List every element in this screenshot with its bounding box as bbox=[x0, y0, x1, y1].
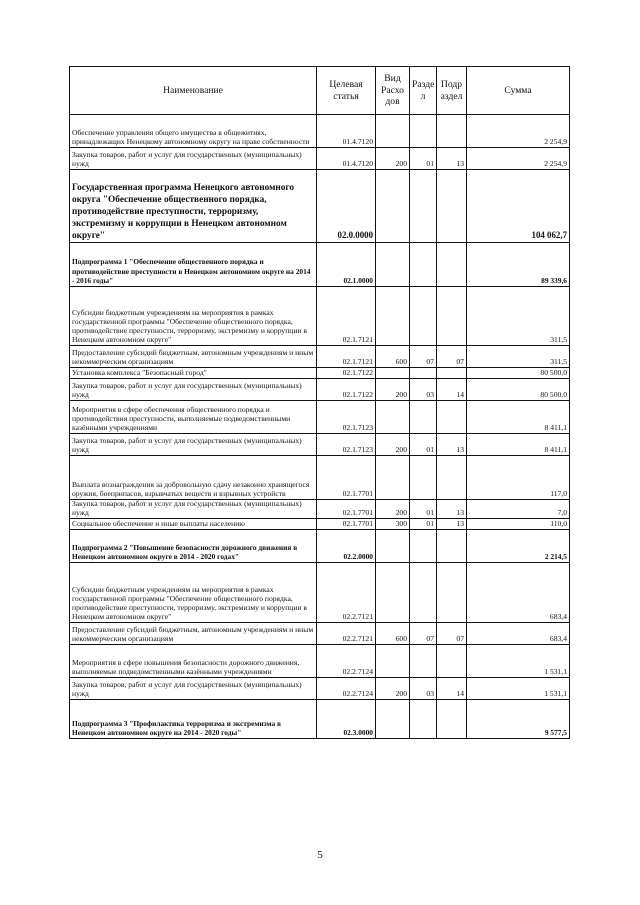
header-sum: Сумма bbox=[467, 67, 570, 115]
cell-name: Социальное обеспечение и иные выплаты населению bbox=[70, 518, 317, 529]
cell-section bbox=[410, 401, 437, 434]
cell-section: 01 bbox=[410, 434, 437, 456]
cell-section bbox=[410, 368, 437, 379]
cell-subsection: 13 bbox=[437, 500, 467, 519]
cell-sum: 104 062,7 bbox=[467, 170, 570, 243]
cell-section: 07 bbox=[410, 622, 437, 644]
cell-expense-type: 200 bbox=[376, 677, 410, 699]
cell-target-article: 02.3.0000 bbox=[317, 699, 376, 738]
cell-target-article: 01.4.7120 bbox=[317, 115, 376, 148]
cell-section bbox=[410, 170, 437, 243]
cell-sum: 89 339,6 bbox=[467, 243, 570, 287]
header-name: Наименование bbox=[70, 67, 317, 115]
cell-sum: 683,4 bbox=[467, 562, 570, 622]
header-expense-type: Вид Расхо дов bbox=[376, 67, 410, 115]
cell-subsection bbox=[437, 456, 467, 500]
cell-target-article: 02.2.7124 bbox=[317, 677, 376, 699]
cell-name: Субсидии бюджетным учреждениям на мероприятия в рамках государственной программы "Обеспечение общественного порядка, противодействие преступности, терроризму, экстремизму и коррупции в Ненецком автономном округе" bbox=[70, 287, 317, 346]
cell-section bbox=[410, 529, 437, 562]
cell-expense-type bbox=[376, 529, 410, 562]
cell-name: Установка комплекса "Безопасный город" bbox=[70, 368, 317, 379]
budget-table bbox=[69, 66, 570, 739]
cell-target-article: 02.1.7123 bbox=[317, 401, 376, 434]
cell-expense-type bbox=[376, 287, 410, 346]
cell-section: 03 bbox=[410, 379, 437, 401]
cell-section: 03 bbox=[410, 677, 437, 699]
header-subsection: Подр аздел bbox=[437, 67, 467, 115]
cell-expense-type: 600 bbox=[376, 346, 410, 368]
cell-subsection bbox=[437, 115, 467, 148]
table-row bbox=[70, 456, 570, 500]
cell-name: Государственная программа Ненецкого автономного округа "Обеспечение общественного порядка, противодействие преступности, терроризму, экстремизму и коррупции в Ненецком автономном округе" bbox=[70, 170, 317, 243]
cell-expense-type bbox=[376, 699, 410, 738]
cell-subsection bbox=[437, 287, 467, 346]
cell-subsection bbox=[437, 170, 467, 243]
cell-sum: 9 577,5 bbox=[467, 699, 570, 738]
cell-subsection: 07 bbox=[437, 622, 467, 644]
cell-subsection: 13 bbox=[437, 434, 467, 456]
cell-target-article: 02.1.7123 bbox=[317, 434, 376, 456]
cell-expense-type bbox=[376, 368, 410, 379]
cell-subsection bbox=[437, 243, 467, 287]
table-row bbox=[70, 434, 570, 456]
cell-target-article: 02.2.7121 bbox=[317, 562, 376, 622]
table-row bbox=[70, 243, 570, 287]
cell-expense-type bbox=[376, 456, 410, 500]
table-row bbox=[70, 529, 570, 562]
table-row bbox=[70, 148, 570, 170]
table-row bbox=[70, 115, 570, 148]
cell-section bbox=[410, 287, 437, 346]
table-row bbox=[70, 518, 570, 529]
header-section: Разде л bbox=[410, 67, 437, 115]
page-number: 5 bbox=[317, 849, 323, 861]
cell-expense-type: 200 bbox=[376, 500, 410, 519]
table-row bbox=[70, 562, 570, 622]
cell-subsection bbox=[437, 562, 467, 622]
cell-sum: 311,5 bbox=[467, 287, 570, 346]
table-header bbox=[70, 67, 570, 115]
cell-target-article: 02.1.7701 bbox=[317, 500, 376, 519]
cell-sum: 2 254,9 bbox=[467, 115, 570, 148]
cell-section bbox=[410, 644, 437, 677]
cell-sum: 7,0 bbox=[467, 500, 570, 519]
cell-subsection bbox=[437, 644, 467, 677]
cell-name: Закупка товаров, работ и услуг для государственных (муниципальных) нужд bbox=[70, 434, 317, 456]
cell-sum: 117,0 bbox=[467, 456, 570, 500]
cell-name: Закупка товаров, работ и услуг для государственных (муниципальных) нужд bbox=[70, 148, 317, 170]
cell-target-article: 02.1.7122 bbox=[317, 368, 376, 379]
cell-sum: 80 500,0 bbox=[467, 368, 570, 379]
cell-sum: 8 411,1 bbox=[467, 434, 570, 456]
cell-sum: 1 531,1 bbox=[467, 677, 570, 699]
cell-sum: 683,4 bbox=[467, 622, 570, 644]
cell-target-article: 01.4.7120 bbox=[317, 148, 376, 170]
cell-section bbox=[410, 699, 437, 738]
cell-expense-type: 200 bbox=[376, 379, 410, 401]
cell-subsection: 13 bbox=[437, 518, 467, 529]
table-row bbox=[70, 622, 570, 644]
table-row bbox=[70, 346, 570, 368]
cell-sum: 8 411,1 bbox=[467, 401, 570, 434]
table-body bbox=[70, 115, 570, 739]
table-row bbox=[70, 677, 570, 699]
cell-sum: 80 500,0 bbox=[467, 379, 570, 401]
cell-section: 07 bbox=[410, 346, 437, 368]
cell-sum: 1 531,1 bbox=[467, 644, 570, 677]
header-target-article: Целевая статья bbox=[317, 67, 376, 115]
cell-sum: 2 214,5 bbox=[467, 529, 570, 562]
cell-section: 01 bbox=[410, 500, 437, 519]
cell-target-article: 02.2.7124 bbox=[317, 644, 376, 677]
cell-name: Мероприятия в сфере повышения безопасности дорожного движения, выполняемые подведомственными казёнными учреждениями bbox=[70, 644, 317, 677]
cell-name: Субсидии бюджетным учреждениям на мероприятия в рамках государственной программы "Обеспечение общественного порядка, противодействие преступности, терроризму, экстремизму и коррупции в Ненецком автономном округе" bbox=[70, 562, 317, 622]
cell-subsection: 07 bbox=[437, 346, 467, 368]
table-row bbox=[70, 368, 570, 379]
table-row bbox=[70, 401, 570, 434]
cell-target-article: 02.2.0000 bbox=[317, 529, 376, 562]
cell-name: Предоставление субсидий бюджетным, автономным учреждениям и иным некоммерческим организациям bbox=[70, 622, 317, 644]
cell-subsection: 13 bbox=[437, 148, 467, 170]
cell-subsection: 14 bbox=[437, 677, 467, 699]
cell-name: Обеспечение управления общего имущества в общежитиях, принадлежащих Ненецкому автономному округу на праве собственности bbox=[70, 115, 317, 148]
cell-subsection bbox=[437, 401, 467, 434]
cell-name: Закупка товаров, работ и услуг для государственных (муниципальных) нужд bbox=[70, 677, 317, 699]
cell-expense-type bbox=[376, 401, 410, 434]
cell-section bbox=[410, 115, 437, 148]
table-row bbox=[70, 379, 570, 401]
cell-name: Подпрограмма 3 "Профилактика терроризма и экстремизма в Ненецком автономном округе на 2014 - 2020 годы" bbox=[70, 699, 317, 738]
cell-name: Мероприятия в сфере обеспечения общественного порядка и противодействия преступности, выполняемые подведомственными казёнными учреждениями bbox=[70, 401, 317, 434]
cell-name: Закупка товаров, работ и услуг для государственных (муниципальных) нужд bbox=[70, 500, 317, 519]
cell-expense-type bbox=[376, 115, 410, 148]
table-row bbox=[70, 287, 570, 346]
cell-section: 01 bbox=[410, 518, 437, 529]
cell-section bbox=[410, 243, 437, 287]
cell-expense-type bbox=[376, 644, 410, 677]
cell-target-article: 02.1.7121 bbox=[317, 287, 376, 346]
cell-target-article: 02.0.0000 bbox=[317, 170, 376, 243]
cell-name: Подпрограмма 1 "Обеспечение общественного порядка и противодействие преступности в Ненецком автономном округе на 2014 - 2016 годы" bbox=[70, 243, 317, 287]
cell-section bbox=[410, 562, 437, 622]
cell-expense-type bbox=[376, 243, 410, 287]
table-row bbox=[70, 699, 570, 738]
cell-expense-type bbox=[376, 170, 410, 243]
cell-sum: 311,5 bbox=[467, 346, 570, 368]
cell-subsection: 14 bbox=[437, 379, 467, 401]
table-row bbox=[70, 170, 570, 243]
cell-expense-type: 200 bbox=[376, 434, 410, 456]
cell-expense-type: 200 bbox=[376, 148, 410, 170]
cell-subsection bbox=[437, 699, 467, 738]
cell-target-article: 02.1.7122 bbox=[317, 379, 376, 401]
cell-name: Подпрограмма 2 "Повышение безопасности дорожного движения в Ненецком автономном округе в 2014 - 2020 годах" bbox=[70, 529, 317, 562]
cell-section bbox=[410, 456, 437, 500]
cell-target-article: 02.1.7701 bbox=[317, 518, 376, 529]
cell-expense-type: 600 bbox=[376, 622, 410, 644]
cell-name: Выплата вознаграждения за добровольную сдачу незаконно хранящегося оружия, боеприпасов, взрывчатых веществ и взрывных устройств bbox=[70, 456, 317, 500]
cell-subsection bbox=[437, 368, 467, 379]
cell-expense-type: 300 bbox=[376, 518, 410, 529]
cell-expense-type bbox=[376, 562, 410, 622]
cell-subsection bbox=[437, 529, 467, 562]
cell-section: 01 bbox=[410, 148, 437, 170]
cell-name: Предоставление субсидий бюджетным, автономным учреждениям и иным некоммерческим организациям bbox=[70, 346, 317, 368]
cell-sum: 110,0 bbox=[467, 518, 570, 529]
table-row bbox=[70, 500, 570, 519]
cell-target-article: 02.1.0000 bbox=[317, 243, 376, 287]
cell-name: Закупка товаров, работ и услуг для государственных (муниципальных) нужд bbox=[70, 379, 317, 401]
cell-target-article: 02.1.7701 bbox=[317, 456, 376, 500]
cell-target-article: 02.2.7121 bbox=[317, 622, 376, 644]
cell-target-article: 02.1.7121 bbox=[317, 346, 376, 368]
cell-sum: 2 254,9 bbox=[467, 148, 570, 170]
table-row bbox=[70, 644, 570, 677]
